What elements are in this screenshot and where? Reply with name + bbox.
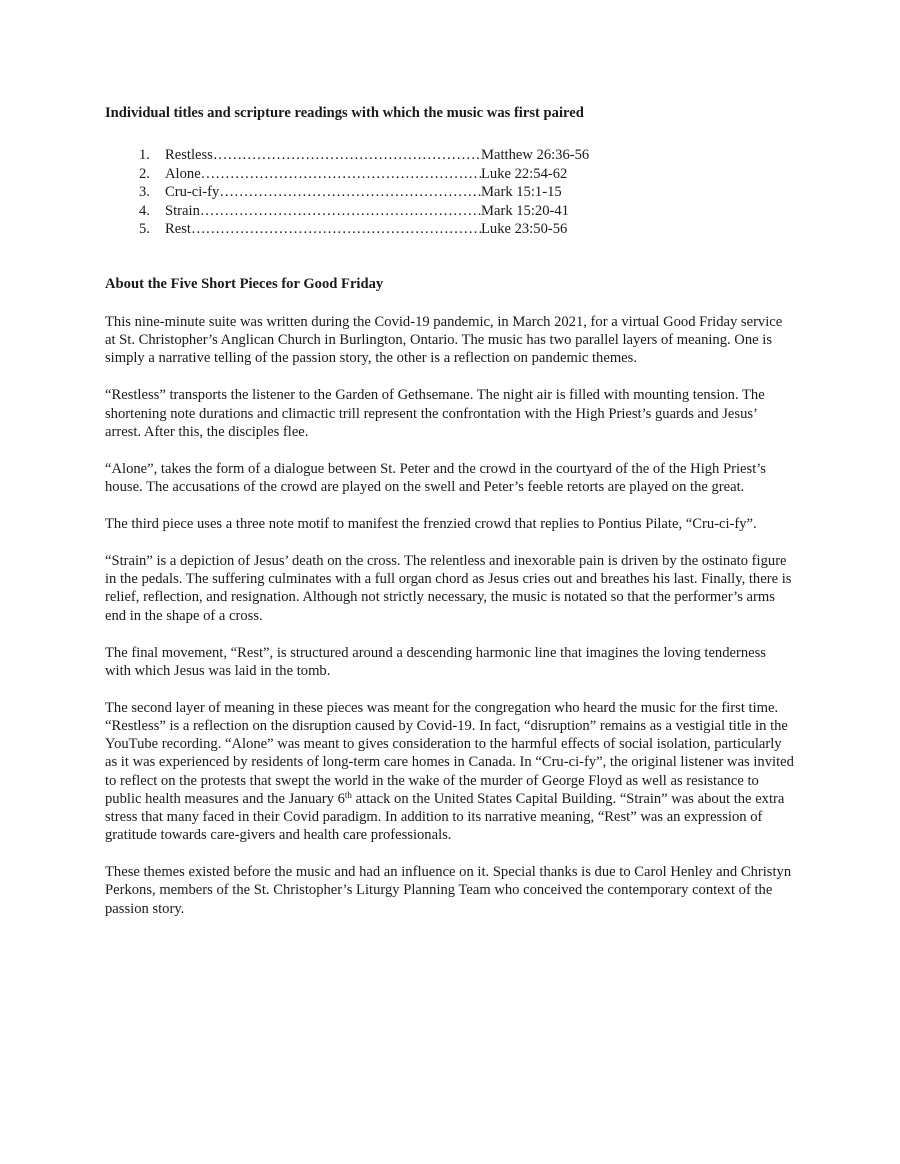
paragraph-alone: “Alone”, takes the form of a dialogue between St. Peter and the crowd in the courtyard of the of the High Priest’s house. The accusations of the crowd are played on the swell and Peter’s feeble retorts are played on the great. (105, 460, 766, 495)
paragraph-thanks: These themes existed before the music and had an influence on it. Special thanks is due to Carol Henley and Christyn Perkons, members of the St. Christopher’s Liturgy Planning Team who conceived the contemporary context of the passion story. (105, 864, 792, 917)
ordinal-superscript: th (344, 789, 352, 800)
reading-title: Cru-ci-fy …………………………………………………………………………………………… (165, 183, 481, 202)
paragraph-intro: This nine-minute suite was written during the Covid-19 pandemic, in March 2021, for a virtual Good Friday service at St. Christopher’s Anglican Church in Burlington, Ontario. The music has two parallel layers of meaning. One is simply a narrative telling of the passion story, the other is a reflection on pandemic themes. (105, 313, 783, 367)
reading-number: 4. (139, 202, 150, 219)
paragraph-crucify: The third piece uses a three note motif to manifest the frenzied crowd that replies to Pontius Pilate, “Cru-ci-fy”. (105, 515, 757, 532)
reading-number: 3. (139, 184, 150, 201)
reading-title: Restless …………………………………………………………………………………………… (165, 146, 481, 165)
reading-item (139, 146, 639, 165)
reading-item (139, 183, 639, 202)
paragraph-strain: “Strain” is a depiction of Jesus’ death on the cross. The relentless and inexorable pain is driven by the ostinato figure in the pedals. The suffering culminates with a full organ chord as Jesus cries out and breathes his last. Finally, there is relief, reflection, and resignation. Although not strictly necessary, the music is notated so that the performer’s arms end in the shape of a cross. (105, 552, 792, 624)
reading-number: 5. (139, 221, 150, 238)
paragraph-second-layer: The second layer of meaning in these pieces was meant for the congregation who heard the music for the first time. “Restless” is a reflection on the disruption caused by Covid-19. In fact, “disruption” remains as a vestigial title in the YouTube recording. “Alone” was meant to gives consideration to the harmful effects of social isolation, particularly as it was experienced by residents of long-term care homes in Canada. In “Cru-ci-fy”, the original listener was invited to reflect on the protests that swept the world in the wake of the murder of George Floyd as well as resistance to public health measures and the January 6th attack on the United States Capital Building. “Strain” was about the extra stress that many faced in their Covid paradigm. In addition to its narrative meaning, “Rest” was an expression of gratitude towards care-givers and health care professionals. (105, 699, 794, 844)
reading-reference: Mark 15:20-41 (481, 202, 569, 219)
reading-title: Alone …………………………………………………………………………………………… (165, 165, 481, 184)
reading-item (139, 202, 639, 221)
reading-reference: Matthew 26:36-56 (481, 147, 590, 164)
reading-reference: Mark 15:1-15 (481, 184, 562, 201)
readings-list (139, 146, 639, 239)
reading-reference: Luke 23:50-56 (481, 221, 568, 238)
reading-number: 1. (139, 147, 150, 164)
reading-reference: Luke 22:54-62 (481, 165, 568, 182)
readings-heading: Individual titles and scripture readings with which the music was first paired (105, 105, 584, 121)
about-heading: About the Five Short Pieces for Good Friday (105, 275, 384, 292)
reading-item (139, 165, 639, 184)
paragraph-rest: The final movement, “Rest”, is structured around a descending harmonic line that imagines the loving tenderness with which Jesus was laid in the tomb. (105, 644, 766, 679)
paragraph-restless: “Restless” transports the listener to the Garden of Gethsemane. The night air is filled with mounting tension. The shortening note durations and climactic trill represent the confrontation with the High Priest’s guards and Jesus’ arrest. After this, the disciples flee. (105, 387, 765, 440)
document-body (105, 104, 795, 918)
reading-number: 2. (139, 165, 150, 182)
reading-title: Strain …………………………………………………………………………………………… (165, 202, 481, 221)
reading-item (139, 220, 639, 239)
reading-title: Rest …………………………………………………………………………………………… (165, 220, 481, 239)
